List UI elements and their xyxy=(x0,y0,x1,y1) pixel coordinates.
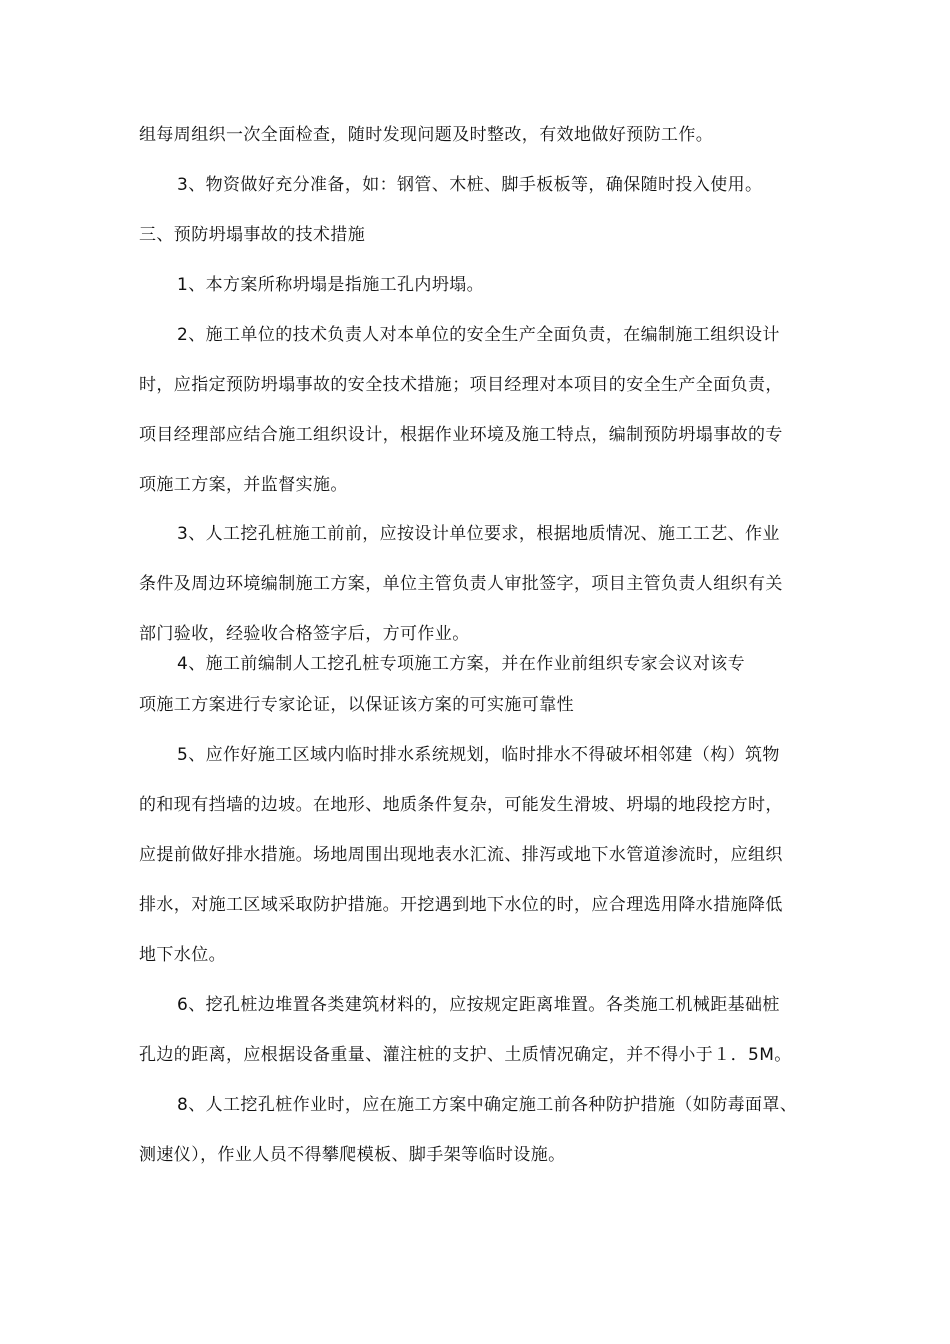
text-line: 排水，对施工区域采取防护措施。开挖遇到地下水位的时，应合理选用降水措施降低 xyxy=(139,895,783,915)
text-line: 4、施工前编制人工挖孔桩专项施工方案，并在作业前组织专家会议对该专 xyxy=(177,654,746,674)
text-line: 3、物资做好充分准备，如：钢管、木桩、脚手板板等，确保随时投入使用。 xyxy=(177,175,763,195)
text-line: 组每周组织一次全面检查，随时发现问题及时整改，有效地做好预防工作。 xyxy=(139,125,714,145)
text-line: 的和现有挡墙的边坡。在地形、地质条件复杂，可能发生滑坡、坍塌的地段挖方时， xyxy=(139,795,783,815)
text-line: 测速仪），作业人员不得攀爬模板、脚手架等临时设施。 xyxy=(139,1145,566,1165)
text-line: 项目经理部应结合施工组织设计，根据作业环境及施工特点，编制预防坍塌事故的专 xyxy=(139,425,783,445)
text-line: 孔边的距离，应根据设备重量、灌注桩的支护、土质情况确定，并不得小于１．5M。 xyxy=(139,1045,792,1065)
text-line: 8、人工挖孔桩作业时，应在施工方案中确定施工前各种防护措施（如防毒面罩、 xyxy=(177,1095,798,1115)
text-line: 项施工方案，并监督实施。 xyxy=(139,475,348,495)
text-line: 6、挖孔桩边堆置各类建筑材料的，应按规定距离堆置。各类施工机械距基础桩 xyxy=(177,995,780,1015)
text-line: 部门验收，经验收合格签字后，方可作业。 xyxy=(139,624,470,644)
text-line: 1、本方案所称坍塌是指施工孔内坍塌。 xyxy=(177,275,485,295)
text-line: 2、施工单位的技术负责人对本单位的安全生产全面负责，在编制施工组织设计 xyxy=(177,325,780,345)
text-line: 3、人工挖孔桩施工前前，应按设计单位要求，根据地质情况、施工工艺、作业 xyxy=(177,524,780,544)
text-line: 时，应指定预防坍塌事故的安全技术措施；项目经理对本项目的安全生产全面负责， xyxy=(139,375,783,395)
section-heading: 三、预防坍塌事故的技术措施 xyxy=(139,225,366,245)
text-line: 地下水位。 xyxy=(139,945,226,965)
text-line: 项施工方案进行专家论证，以保证该方案的可实施可靠性 xyxy=(139,695,574,715)
text-line: 条件及周边环境编制施工方案，单位主管负责人审批签字，项目主管负责人组织有关 xyxy=(139,574,783,594)
text-line: 5、应作好施工区域内临时排水系统规划，临时排水不得破坏相邻建（构）筑物 xyxy=(177,745,780,765)
text-line: 应提前做好排水措施。场地周围出现地表水汇流、排泻或地下水管道渗流时，应组织 xyxy=(139,845,783,865)
